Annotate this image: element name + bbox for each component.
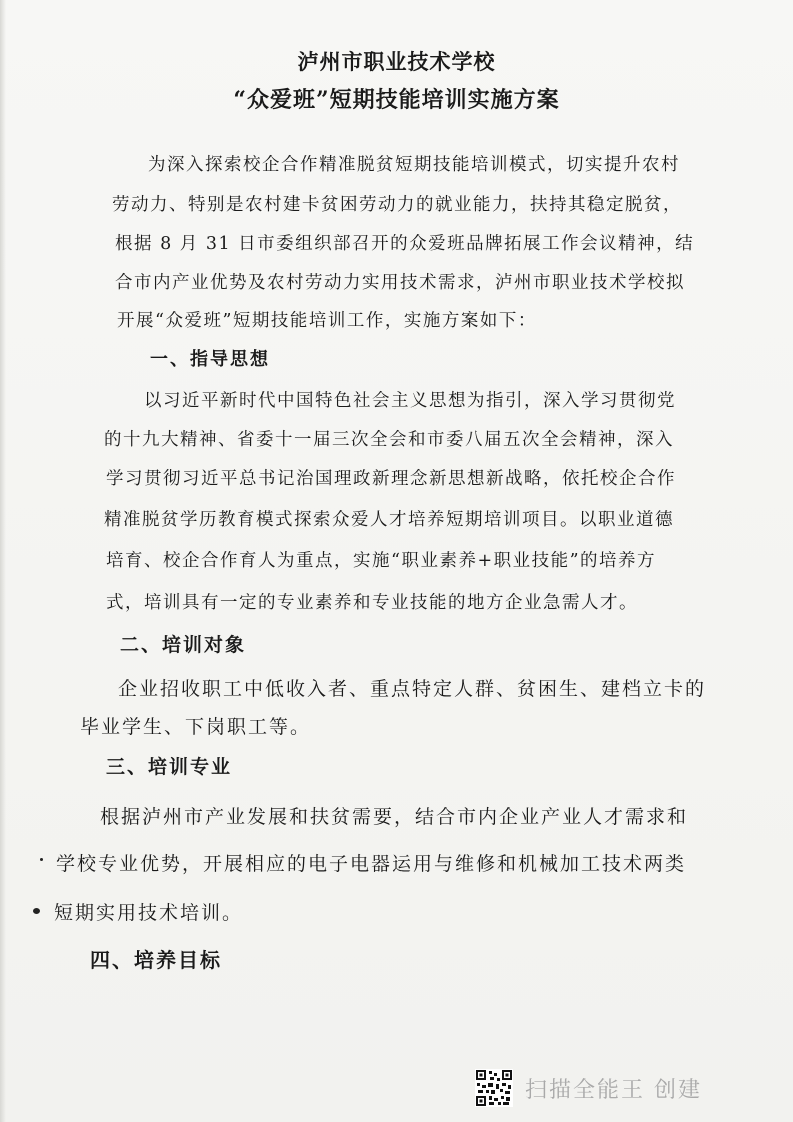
intro-line: 劳动力、特别是农村建卡贫困劳动力的就业能力，扶持其稳定脱贫， (112, 195, 682, 215)
scanner-watermark (475, 1067, 702, 1109)
intro-line: 开展“众爱班”短期技能培训工作，实施方案如下： (117, 311, 537, 331)
section-line: 培育、校企合作育人为重点，实施“职业素养+职业技能”的培养方 (106, 551, 657, 571)
intro-line: 为深入探索校企合作精准脱贫短期技能培训模式，切实提升农村 (148, 155, 680, 175)
intro-line: 根据 8 月 31 日市委组织部召开的众爱班品牌拓展工作会议精神，结 (115, 234, 695, 254)
scan-speck (33, 908, 40, 914)
section-line: 根据泸州市产业发展和扶贫需要，结合市内企业产业人才需求和 (100, 806, 689, 828)
section-line: 的十九大精神、省委十一届三次全会和市委八届五次全会精神，深入 (104, 430, 674, 450)
intro-line: 合市内产业优势及农村劳动力实用技术需求，泸州市职业技术学校拟 (115, 273, 685, 293)
section-line: 短期实用技术培训。 (54, 902, 244, 924)
section-heading: 二、培训对象 (120, 634, 247, 656)
scan-speck (40, 858, 43, 861)
watermark-text: 扫描全能王 创建 (525, 1077, 702, 1103)
qr-code-icon (475, 1069, 513, 1107)
section-heading: 一、指导思想 (150, 349, 270, 370)
section-line: 精准脱贫学历教育模式探索众爱人才培养短期培训项目。以职业道德 (104, 510, 674, 530)
section-line: 式，培训具有一定的专业素养和专业技能的地方企业急需人才。 (106, 593, 638, 613)
section-line: 以习近平新时代中国特色社会主义思想为指引，深入学习贯彻党 (144, 391, 676, 411)
school-title: 泸州市职业技术学校 (297, 49, 496, 74)
section-heading: 四、培养目标 (90, 948, 222, 972)
section-line: 学校专业优势，开展相应的电子电器运用与维修和机械加工技术两类 (56, 853, 687, 875)
document-title: “众爱班”短期技能培训实施方案 (233, 87, 560, 113)
section-line: 企业招收职工中低收入者、重点特定人群、贫困生、建档立卡的 (118, 678, 707, 700)
section-line: 毕业学生、下岗职工等。 (80, 716, 312, 738)
section-heading: 三、培训专业 (106, 756, 233, 778)
page-edge-shadow (0, 0, 6, 1122)
section-line: 学习贯彻习近平总书记治国理政新理念新思想新战略，依托校企合作 (106, 469, 676, 489)
